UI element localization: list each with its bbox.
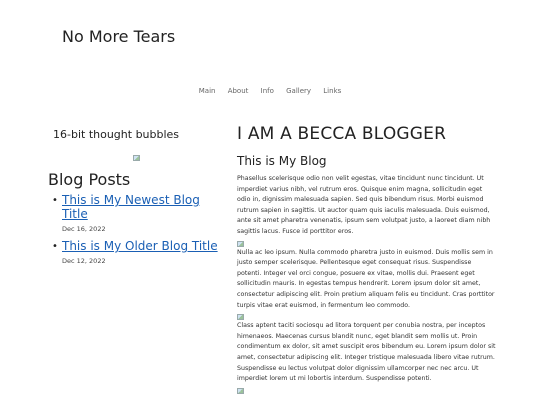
- broken-image-icon: [237, 388, 244, 394]
- site-tagline: 16-bit thought bubbles: [53, 128, 180, 141]
- main-nav: [0, 87, 540, 95]
- list-item: [48, 193, 224, 233]
- post-date: Dec 16, 2022: [62, 225, 106, 233]
- broken-image-icon: [133, 155, 140, 161]
- blog-paragraph: Class aptent taciti sociosqu ad litora torquent per conubia nostra, per inceptos himenaeos. Maecenas cursus blandit nunc, eget blandit sem mollis ut. Proin condimentum ex dolor, sit amet suscipit eros bibendum eu. Lorem ipsum dolor sit amet, consectetur adipiscing elit. Integer tristique malesuada libero vitae rutrum. Suspendisse eu lectus volutpat dolor dignissim ullamcorper nec nec arcu. Ut imperdiet lorem ut mi lobortis interdum. Suspendisse potenti.: [237, 322, 496, 383]
- blog-post-list: [48, 193, 224, 265]
- post-link-older[interactable]: • This is My Older Blog Title: [62, 239, 218, 253]
- blog-posts-heading: Blog Posts: [48, 170, 131, 189]
- nav-link-info[interactable]: Info: [260, 87, 274, 95]
- broken-image-icon: [237, 314, 244, 320]
- blog-paragraph: Phasellus scelerisque odio non velit egestas, vitae tincidunt nunc tincidunt. Ut imperdiet varius nibh, vel rutrum eros. Quisque enim magna, sollicitudin eget odio in, dignissim malesuada sapien. Sed quis bibendum risus. Morbi euismod rutrum sapien in sagittis. Ut auctor quam quis iaculis malesuada. Duis euismod, ante sit amet pharetra venenatis, ipsum sem volutpat justo, a laoreet diam nibh sagittis lacus. Fusce id porttitor eros.: [237, 175, 491, 235]
- site-title: No More Tears: [62, 27, 176, 46]
- post-date: Dec 12, 2022: [62, 257, 106, 265]
- main-content: [237, 124, 497, 395]
- sidebar: [48, 128, 224, 271]
- nav-link-links[interactable]: Links: [323, 87, 342, 95]
- nav-link-main[interactable]: Main: [198, 87, 216, 95]
- broken-image-icon: [237, 241, 244, 247]
- list-item: [48, 239, 224, 265]
- page-title: I AM A BECCA BLOGGER: [237, 124, 447, 144]
- nav-link-gallery[interactable]: Gallery: [286, 87, 312, 95]
- nav-link-about[interactable]: About: [227, 87, 249, 95]
- blog-title: This is My Blog: [237, 154, 327, 168]
- post-link-newest[interactable]: • This is My Newest Blog Title: [62, 193, 200, 221]
- blog-paragraph: Nulla ac leo ipsum. Nulla commodo pharetra justo in euismod. Duis mollis sem in justo semper scelerisque. Pellentesque eget consequat risus. Suspendisse potenti. Integer vel orci congue, posuere ex vitae, mollis dui. Praesent eget sollicitudin mauris. In egestas tempus hendrerit. Lorem ipsum dolor sit amet, consectetur adipiscing elit. Proin pretium aliquam felis eu tincidunt. Cras porttitor turpis vitae erat euismod, in fermentum leo commodo.: [237, 248, 495, 309]
